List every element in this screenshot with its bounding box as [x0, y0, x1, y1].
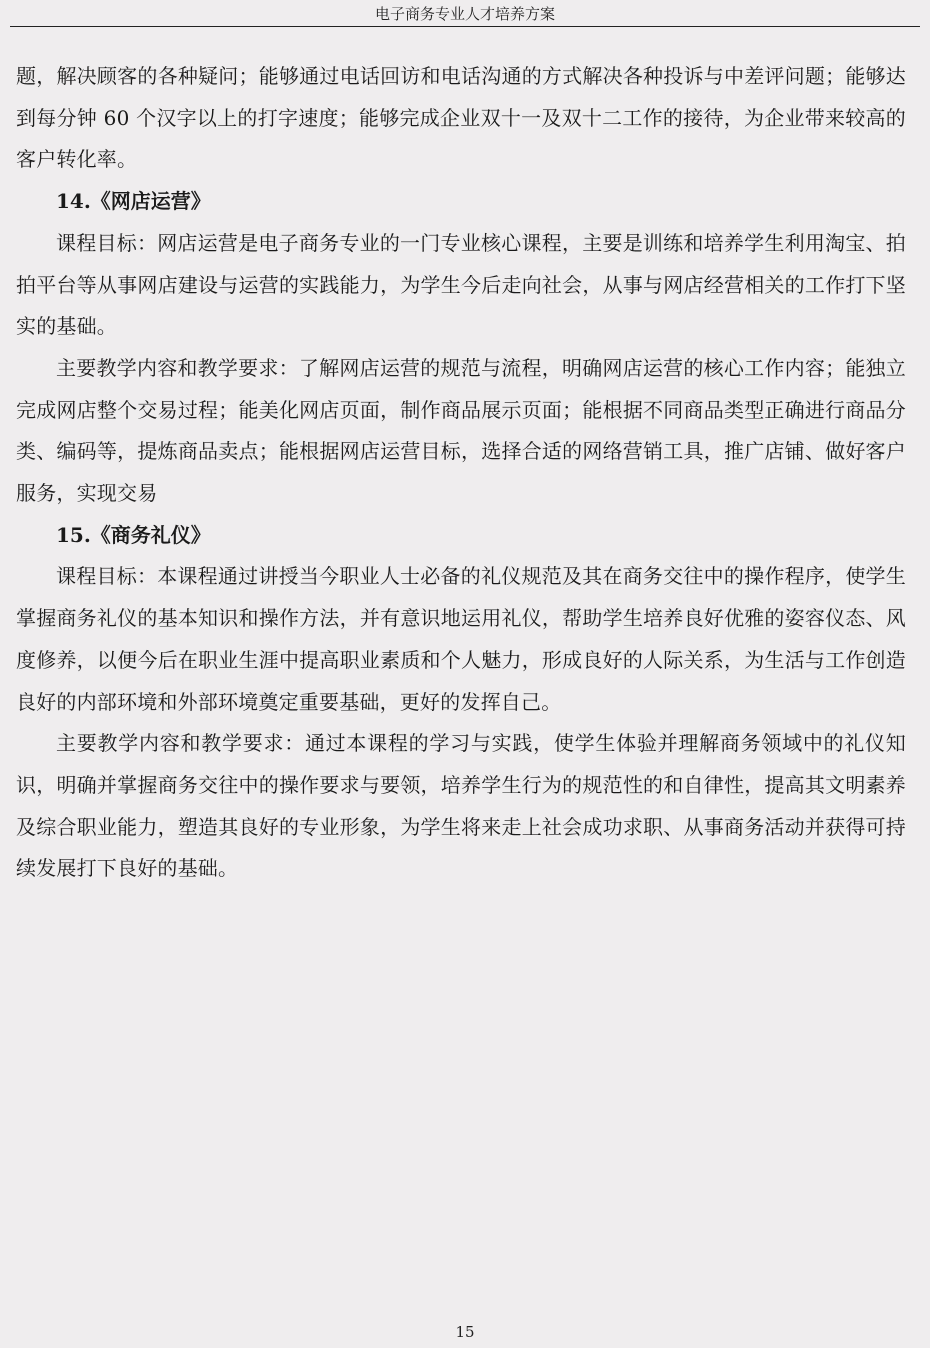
teaching-content-paragraph: 主要教学内容和教学要求：了解网店运营的规范与流程，明确网店运营的核心工作内容；能独立完成网店整个交易过程；能美化网店页面，制作商品展示页面；能根据不同商品类型正确进行商品分类、编码等，提炼商品卖点；能根据网店运营目标，选择合适的网络营销工具，推广店铺、做好客户服务，实现交易 [16, 355, 906, 506]
document-title: 电子商务专业人才培养方案 [374, 5, 555, 23]
page-body [16, 56, 906, 890]
page-header [0, 0, 930, 28]
header-divider [10, 26, 920, 27]
page-number: 15 [455, 1323, 475, 1341]
course-goal-paragraph: 课程目标：本课程通过讲授当今职业人士必备的礼仪规范及其在商务交往中的操作程序，使学生掌握商务礼仪的基本知识和操作方法，并有意识地运用礼仪，帮助学生培养良好优雅的姿容仪态、风度修养，以便今后在职业生涯中提高职业素质和个人魅力，形成良好的人际关系，为生活与工作创造良好的内部环境和外部环境奠定重要基础，更好的发挥自己。 [16, 564, 906, 714]
teaching-content-paragraph: 主要教学内容和教学要求：通过本课程的学习与实践，使学生体验并理解商务领域中的礼仪知识，明确并掌握商务交往中的操作要求与要领，培养学生行为的规范性的和自律性，提高其文明素养及综合职业能力，塑造其良好的专业形象，为学生将来走上社会成功求职、从事商务活动并获得可持续发展打下良好的基础。 [16, 731, 906, 881]
section-title: 14.《网店运营》 [56, 189, 211, 214]
section-15 [16, 515, 906, 890]
section-title: 15.《商务礼仪》 [56, 522, 211, 547]
section-14 [16, 181, 906, 515]
course-goal-paragraph: 课程目标：网店运营是电子商务专业的一门专业核心课程，主要是训练和培养学生利用淘宝、拍拍平台等从事网店建设与运营的实践能力，为学生今后走向社会，从事与网店经营相关的工作打下坚实的基础。 [16, 230, 906, 339]
intro-paragraph: 题，解决顾客的各种疑问；能够通过电话回访和电话沟通的方式解决各种投诉与中差评问题；能够达到每分钟 60 个汉字以上的打字速度；能够完成企业双十一及双十二工作的接待，为企业带来较高的客户转化率。 [16, 64, 906, 172]
